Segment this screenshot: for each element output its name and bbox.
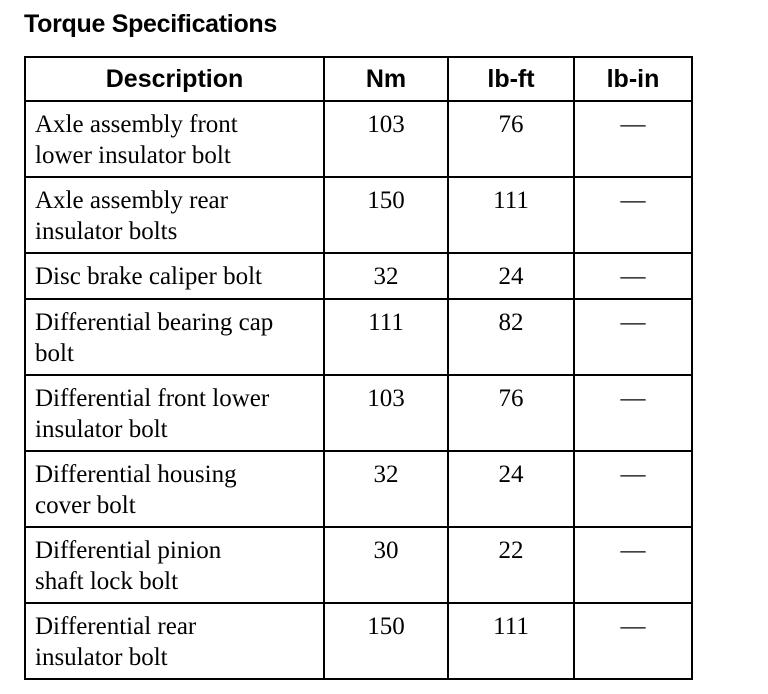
lb-ft-cell: 111 <box>448 177 574 253</box>
description-line: shaft lock bolt <box>35 568 179 595</box>
lb-in-cell: — <box>574 527 692 603</box>
description-cell <box>25 603 324 679</box>
lb-ft-cell: 111 <box>448 603 574 679</box>
table-row <box>25 101 692 177</box>
description-cell <box>25 299 324 375</box>
lb-ft-cell: 24 <box>448 253 574 299</box>
lb-ft-cell: 76 <box>448 101 574 177</box>
description-line: Axle assembly front <box>35 111 238 138</box>
table-header-row <box>25 57 692 101</box>
column-header-lb-in: lb-in <box>574 57 692 101</box>
description-line: Disc brake caliper bolt <box>35 263 262 290</box>
table-row <box>25 253 692 299</box>
lb-ft-cell: 22 <box>448 527 574 603</box>
description-cell <box>25 375 324 451</box>
description-line: cover bolt <box>35 492 136 519</box>
nm-cell: 103 <box>324 375 448 451</box>
nm-cell: 30 <box>324 527 448 603</box>
lb-in-cell: — <box>574 603 692 679</box>
lb-in-cell: — <box>574 253 692 299</box>
description-cell <box>25 253 324 299</box>
table-row <box>25 527 692 603</box>
table-row <box>25 177 692 253</box>
table-row <box>25 603 692 679</box>
description-line: insulator bolt <box>35 644 168 671</box>
column-header-lb-ft: lb-ft <box>448 57 574 101</box>
nm-cell: 32 <box>324 451 448 527</box>
description-line: Axle assembly rear <box>35 187 228 214</box>
nm-cell: 103 <box>324 101 448 177</box>
page-title: Torque Specifications <box>24 10 278 38</box>
table-row <box>25 299 692 375</box>
nm-cell: 32 <box>324 253 448 299</box>
column-header-description: Description <box>25 57 324 101</box>
description-cell <box>25 177 324 253</box>
lb-in-cell: — <box>574 299 692 375</box>
lb-in-cell: — <box>574 375 692 451</box>
lb-in-cell: — <box>574 451 692 527</box>
description-line: Differential rear <box>35 613 197 640</box>
table-row <box>25 451 692 527</box>
table-row <box>25 375 692 451</box>
nm-cell: 111 <box>324 299 448 375</box>
description-line: Differential front lower <box>35 385 270 412</box>
lb-ft-cell: 76 <box>448 375 574 451</box>
description-cell <box>25 527 324 603</box>
lb-ft-cell: 82 <box>448 299 574 375</box>
description-line: bolt <box>35 340 74 367</box>
torque-specifications-table <box>24 56 693 680</box>
description-line: insulator bolt <box>35 416 168 443</box>
lb-ft-cell: 24 <box>448 451 574 527</box>
description-line: Differential housing <box>35 461 237 488</box>
description-cell <box>25 451 324 527</box>
nm-cell: 150 <box>324 603 448 679</box>
description-line: insulator bolts <box>35 218 178 245</box>
column-header-nm: Nm <box>324 57 448 101</box>
lb-in-cell: — <box>574 101 692 177</box>
nm-cell: 150 <box>324 177 448 253</box>
description-cell <box>25 101 324 177</box>
lb-in-cell: — <box>574 177 692 253</box>
description-line: Differential pinion <box>35 537 222 564</box>
description-line: Differential bearing cap <box>35 309 274 336</box>
description-line: lower insulator bolt <box>35 142 231 169</box>
